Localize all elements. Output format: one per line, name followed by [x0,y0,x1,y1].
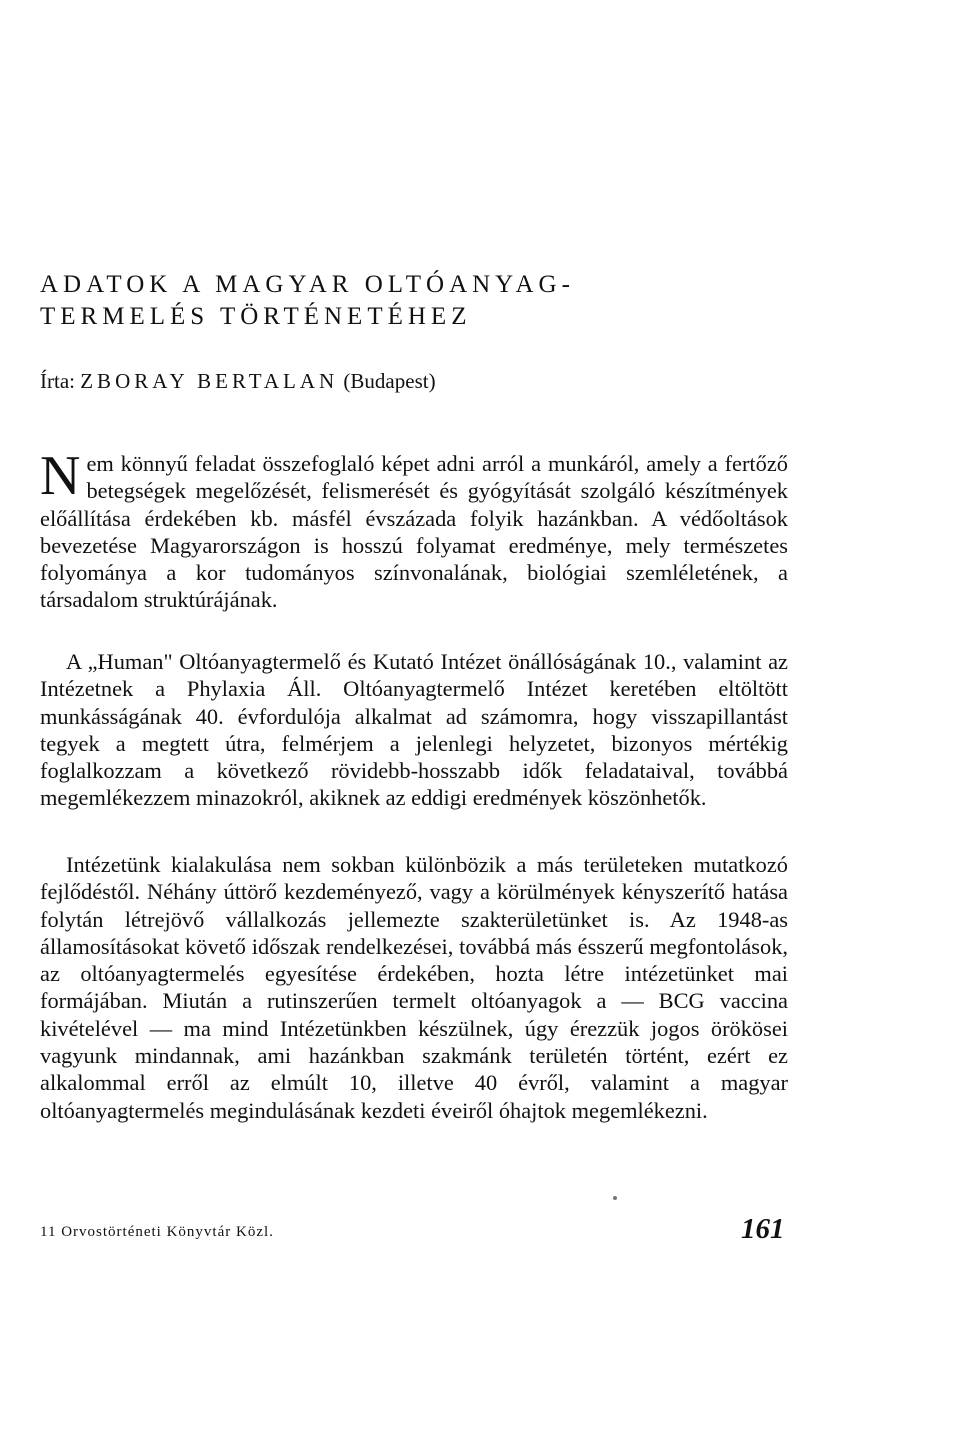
paragraph-1 [40,445,788,614]
signature-mark: 11 Orvostörténeti Könyvtár Közl. [40,1224,274,1240]
drop-cap: N [40,445,81,507]
paragraph-3: Intézetünk kialakulása nem sokban különbözik a más területeken mutatkozó fejlődéstől. Néhány úttörő kezdeményező, vagy a körülmények kényszerítő hatása folytán létrejövő vállalkozás jellemezte szakterületünket is. Az 1948-as államosításokat követő időszak rendelkezései, továbbá más ésszerű megfontolások, az oltóanyagtermelés egyesítése érdekében, hozta létre intézetünket mai formájában. Miután a rutinszerűen termelt oltóanyagok a — BCG vaccina kivételével — ma mind Intézetünkben készülnek, úgy érezzük jogos örökösei vagyunk mindannak, ami hazánkban szakmánk területén történt, ezért ez alkalommal erről az elmúlt 10, illetve 40 évről, valamint a magyar oltóanyagtermelés megindulásának kezdeti éveiről óhajtok megemlékezni. [40,852,788,1123]
paragraph-2: A „Human" Oltóanyagtermelő és Kutató Intézet önállóságának 10., valamint az Intézetnek a Phylaxia Áll. Oltóanyagtermelő Intézet keretében eltöltött munkásságának 40. évfordulója alkalmat ad számomra, hogy visszapillantást tegyek a megtett útra, felmérjem a jelenlegi helyzetet, bizonyos mértékig foglalkozzam a következő rövidebb-hosszabb idők feladataival, továbbá megemlékezzem minazokról, akiknek az eddigi eredmények köszönhetők. [40,649,788,811]
author-name: ZBORAY BERTALAN [80,369,339,393]
paragraph-1-text: em könnyű feladat összefoglaló képet adni arról a munkáról, amely a fertőző betegségek megelőzését, felismerését és gyógyítását szolgáló készítmények előállítása érdekében kb. másfél évszázada folyik hazánkban. A védőoltások bevezetése Magyarországon is hosszú folyamat eredménye, mely természetes folyománya a kor tudományos színvonalának, biológiai szemléletének, a társadalom struktúrájának. [40,451,788,613]
article-title-line-1: ADATOK A MAGYAR OLTÓANYAG- [40,271,575,298]
byline [40,369,436,394]
scan-speck [613,1196,617,1200]
page-number: 161 [741,1213,785,1245]
article-title-line-2: TERMELÉS TÖRTÉNETÉHEZ [40,303,472,330]
byline-prefix: Írta: [40,369,75,393]
author-location: (Budapest) [343,369,436,393]
